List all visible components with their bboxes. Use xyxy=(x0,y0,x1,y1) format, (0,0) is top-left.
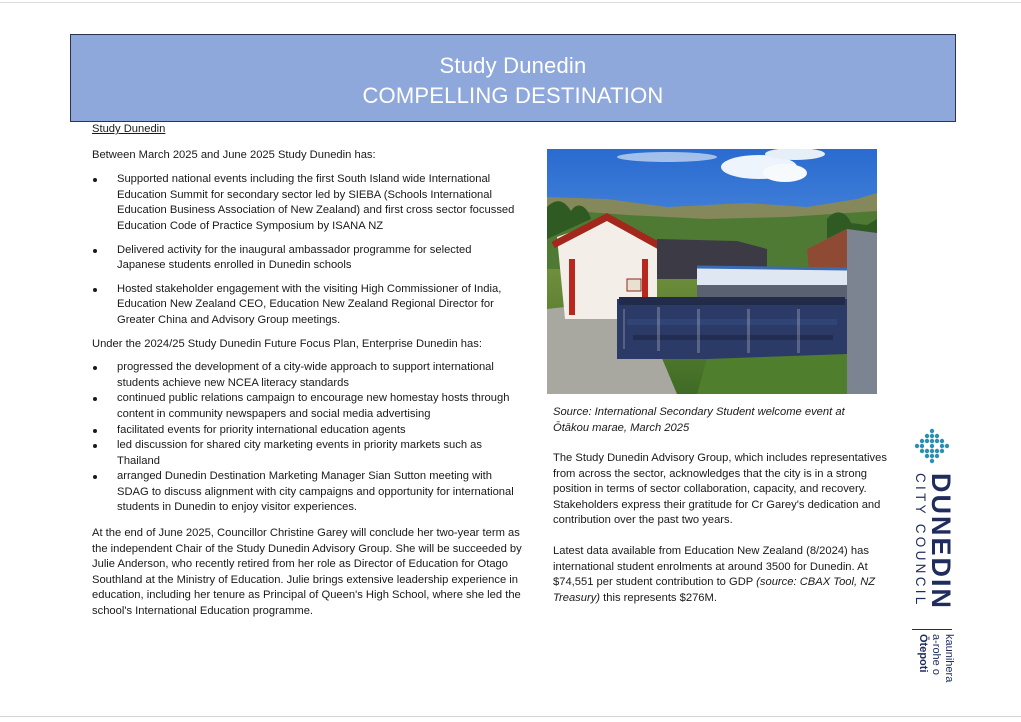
left-column xyxy=(92,122,522,620)
list-item: arranged Dunedin Destination Marketing Manager Sian Sutton meeting with SDAG to discuss alignment with city campaigns and opportunity for international students in Dunedin to enjoy visitor experiences. xyxy=(92,469,522,516)
title-banner xyxy=(70,34,956,122)
section-heading: Study Dunedin xyxy=(92,123,166,135)
logo-maori-line: kaunihera xyxy=(943,634,955,683)
closing-paragraph: At the end of June 2025, Councillor Christine Garey will conclude her two-year term as the independent Chair of the Study Dunedin Advisory Group. She will be succeeded by Julie Anderson, who recently retired from her role as Director of Education for Otago Southland at the Ministry of Education. Julie brings extensive leadership experience in education, including her tenure as Principal of Queen's High School, where she led the school's International Education programme. xyxy=(92,527,522,618)
logo-wordmark xyxy=(908,473,954,693)
right-column xyxy=(553,451,893,621)
advisory-paragraph: The Study Dunedin Advisory Group, which includes representatives from across the sector, acknowledges that the city is in a strong position in terms of sector collaboration, capacity, and recovery. Stakeholders express their gratitude for Cr Garey's dedication and contribution over the past two years. xyxy=(553,452,887,527)
activity-list xyxy=(92,172,522,328)
list-item: Hosted stakeholder engagement with the visiting High Commissioner of India, Education New Zealand CEO, Education New Zealand Regional Director for Greater China and Advisory Group meetings. xyxy=(92,282,522,329)
logo-maori-text xyxy=(916,634,955,682)
caption-line: Ōtākou marae, March 2025 xyxy=(553,422,690,434)
list-item: led discussion for shared city marketing events in priority markets such as Thailand xyxy=(92,438,522,469)
list-item: progressed the development of a city-wide approach to support international students achieve new NCEA literacy standards xyxy=(92,360,522,391)
scan-edge-bottom xyxy=(0,716,1021,717)
list-item: facilitated events for priority international education agents xyxy=(92,423,522,439)
banner-title: Study Dunedin xyxy=(439,53,587,78)
list-item: Supported national events including the first South Island wide International Education Summit for secondary sector led by SIEBA (Schools International Education Business Association of New Zealand) and first cross sector focussed Education Code of Practice Symposium by ISANA NZ xyxy=(92,172,522,234)
logo-subtitle: CITY COUNCIL xyxy=(913,473,928,608)
logo-maori-line: a-rohe o xyxy=(930,634,942,675)
plan-list xyxy=(92,360,522,516)
data-source: (source: CBAX Tool, NZ Treasury) xyxy=(553,576,876,604)
plan-intro-text: Under the 2024/25 Study Dunedin Future Focus Plan, Enterprise Dunedin has: xyxy=(92,337,482,350)
welcome-event-photo xyxy=(547,149,877,394)
logo-divider xyxy=(912,629,952,630)
caption-line: Source: International Secondary Student welcome event at xyxy=(553,406,845,418)
logo-name: DUNEDIN xyxy=(926,473,956,611)
enrolment-text: Latest data available from Education New Zealand (8/2024) has international student enrolments at around 3500 for Dunedin. At $74,551 per student contribution to GDP xyxy=(553,544,869,589)
list-item: Delivered activity for the inaugural ambassador programme for selected Japanese students enrolled in Dunedin schools xyxy=(92,243,522,274)
scan-edge-top xyxy=(0,2,1021,3)
intro-text: Between March 2025 and June 2025 Study Dunedin has: xyxy=(92,148,376,161)
photo-caption xyxy=(553,404,883,436)
logo-mark-icon xyxy=(914,428,950,466)
banner-subtitle: COMPELLING DESTINATION xyxy=(362,83,664,108)
list-item: continued public relations campaign to encourage new homestay hosts through content in community newspapers and social media advertising xyxy=(92,391,522,422)
enrolment-paragraph xyxy=(553,544,893,606)
enrolment-suffix: this represents $276M. xyxy=(600,591,717,604)
logo-maori-line: Ōtepoti xyxy=(917,634,929,673)
dunedin-city-council-logo xyxy=(908,428,956,683)
